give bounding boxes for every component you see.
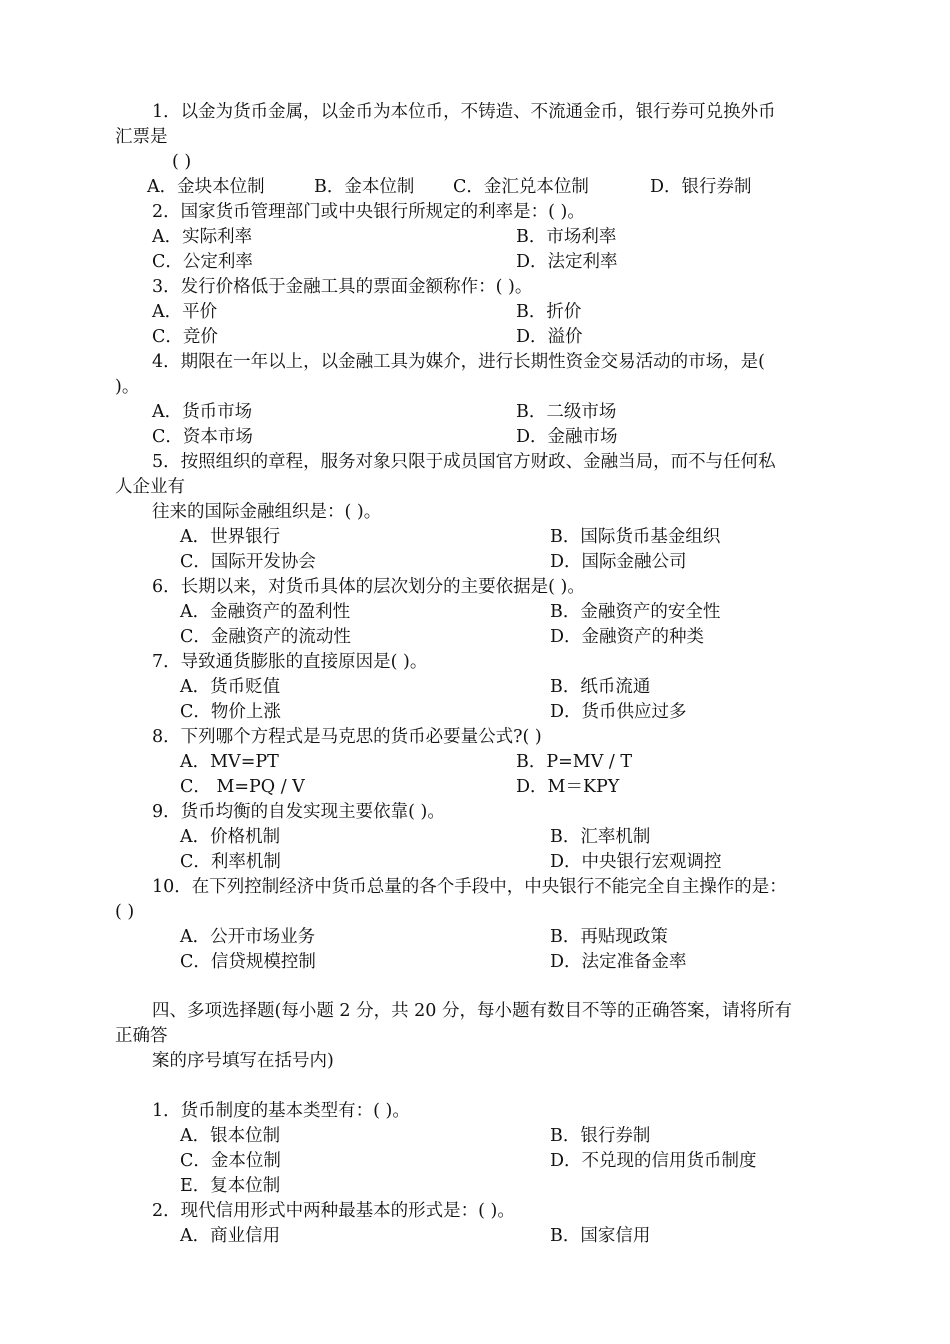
q6-option-c: C．金融资产的流动性 bbox=[180, 627, 351, 647]
q7-option-a: A．货币贬值 bbox=[180, 677, 281, 697]
q3-option-a: A．平价 bbox=[152, 302, 218, 322]
q1-option-b: B．金本位制 bbox=[314, 177, 415, 197]
q9-option-c: C．利率机制 bbox=[180, 852, 281, 872]
q5-option-c: C．国际开发协会 bbox=[180, 552, 316, 572]
q6-option-d: D．金融资产的种类 bbox=[550, 627, 705, 647]
question-1-line-2: 汇票是 bbox=[115, 127, 168, 147]
question-5-line-2: 人企业有 bbox=[115, 477, 185, 497]
mq1-option-b: B．银行券制 bbox=[550, 1126, 651, 1146]
q4-option-a: A．货币市场 bbox=[152, 402, 253, 422]
q9-option-a: A．价格机制 bbox=[180, 827, 281, 847]
question-8-line-1: 8．下列哪个方程式是马克思的货币必要量公式?( ) bbox=[152, 727, 542, 747]
q2-option-a: A．实际利率 bbox=[152, 227, 253, 247]
q9-option-d: D．中央银行宏观调控 bbox=[550, 852, 722, 872]
q10-option-b: B．再贴现政策 bbox=[550, 927, 668, 947]
question-10-line-1: 10．在下列控制经济中货币总量的各个手段中，中央银行不能完全自主操作的是： bbox=[152, 877, 787, 897]
q7-option-c: C．物价上涨 bbox=[180, 702, 281, 722]
question-3-line-1: 3．发行价格低于金融工具的票面金额称作：( )。 bbox=[152, 277, 533, 297]
question-9-line-1: 9．货币均衡的自发实现主要依靠( )。 bbox=[152, 802, 445, 822]
mq1-option-e: E．复本位制 bbox=[180, 1176, 281, 1196]
mq2-option-b: B．国家信用 bbox=[550, 1226, 651, 1246]
q1-option-a: A．金块本位制 bbox=[147, 177, 265, 197]
q10-option-d: D．法定准备金率 bbox=[550, 952, 687, 972]
question-2-line-1: 2．国家货币管理部门或中央银行所规定的利率是：( )。 bbox=[152, 202, 585, 222]
q9-option-b: B．汇率机制 bbox=[550, 827, 651, 847]
q7-option-b: B．纸币流通 bbox=[550, 677, 651, 697]
question-7-line-1: 7．导致通货膨胀的直接原因是( )。 bbox=[152, 652, 428, 672]
q5-option-d: D．国际金融公司 bbox=[550, 552, 687, 572]
mq2-option-a: A．商业信用 bbox=[180, 1226, 281, 1246]
q1-option-c: C．金汇兑本位制 bbox=[453, 177, 589, 197]
q2-option-b: B．市场利率 bbox=[516, 227, 617, 247]
q4-option-d: D．金融市场 bbox=[516, 427, 618, 447]
q6-option-a: A．金融资产的盈利性 bbox=[180, 602, 351, 622]
question-1-line-1: 1．以金为货币金属，以金币为本位币，不铸造、不流通金币，银行券可兑换外币 bbox=[152, 102, 776, 122]
q2-option-c: C．公定利率 bbox=[152, 252, 253, 272]
q8-option-a: A．MV=PT bbox=[180, 752, 279, 772]
mq1-option-c: C．金本位制 bbox=[180, 1151, 281, 1171]
q8-option-c: C． M=PQ / V bbox=[180, 777, 305, 797]
q8-option-b: B．P=MV / T bbox=[516, 752, 633, 772]
q4-option-b: B．二级市场 bbox=[516, 402, 617, 422]
q3-option-d: D．溢价 bbox=[516, 327, 583, 347]
multi-question-1-line-1: 1．货币制度的基本类型有：( )。 bbox=[152, 1101, 410, 1121]
q1-option-d: D．银行券制 bbox=[650, 177, 752, 197]
q8-option-d: D．M＝KPY bbox=[516, 777, 620, 797]
q3-option-b: B．折价 bbox=[516, 302, 582, 322]
q10-option-c: C．信贷规模控制 bbox=[180, 952, 316, 972]
q5-option-b: B．国际货币基金组织 bbox=[550, 527, 721, 547]
q10-option-a: A．公开市场业务 bbox=[180, 927, 316, 947]
q6-option-b: B．金融资产的安全性 bbox=[550, 602, 721, 622]
question-4-line-2: )。 bbox=[115, 377, 140, 397]
q5-option-a: A．世界银行 bbox=[180, 527, 281, 547]
question-4-line-1: 4．期限在一年以上，以金融工具为媒介，进行长期性资金交易活动的市场，是( bbox=[152, 352, 765, 372]
question-10-line-2: ( ) bbox=[115, 902, 135, 922]
q2-option-d: D．法定利率 bbox=[516, 252, 618, 272]
q7-option-d: D．货币供应过多 bbox=[550, 702, 687, 722]
q3-option-c: C．竞价 bbox=[152, 327, 218, 347]
question-5-line-1: 5．按照组织的章程，服务对象只限于成员国官方财政、金融当局，而不与任何私 bbox=[152, 452, 776, 472]
mq1-option-a: A．银本位制 bbox=[180, 1126, 281, 1146]
question-1-line-3: ( ) bbox=[172, 152, 192, 172]
question-5-line-3: 往来的国际金融组织是：( )。 bbox=[152, 502, 382, 522]
section-4-heading-line-2: 正确答 bbox=[115, 1026, 168, 1046]
section-4-heading-line-3: 案的序号填写在括号内) bbox=[152, 1051, 334, 1071]
section-4-heading-line-1: 四、多项选择题(每小题 2 分，共 20 分，每小题有数目不等的正确答案，请将所有 bbox=[152, 1001, 792, 1021]
mq1-option-d: D．不兑现的信用货币制度 bbox=[550, 1151, 757, 1171]
q4-option-c: C．资本市场 bbox=[152, 427, 253, 447]
multi-question-2-line-1: 2．现代信用形式中两种最基本的形式是：( )。 bbox=[152, 1201, 515, 1221]
question-6-line-1: 6．长期以来，对货币具体的层次划分的主要依据是( )。 bbox=[152, 577, 585, 597]
